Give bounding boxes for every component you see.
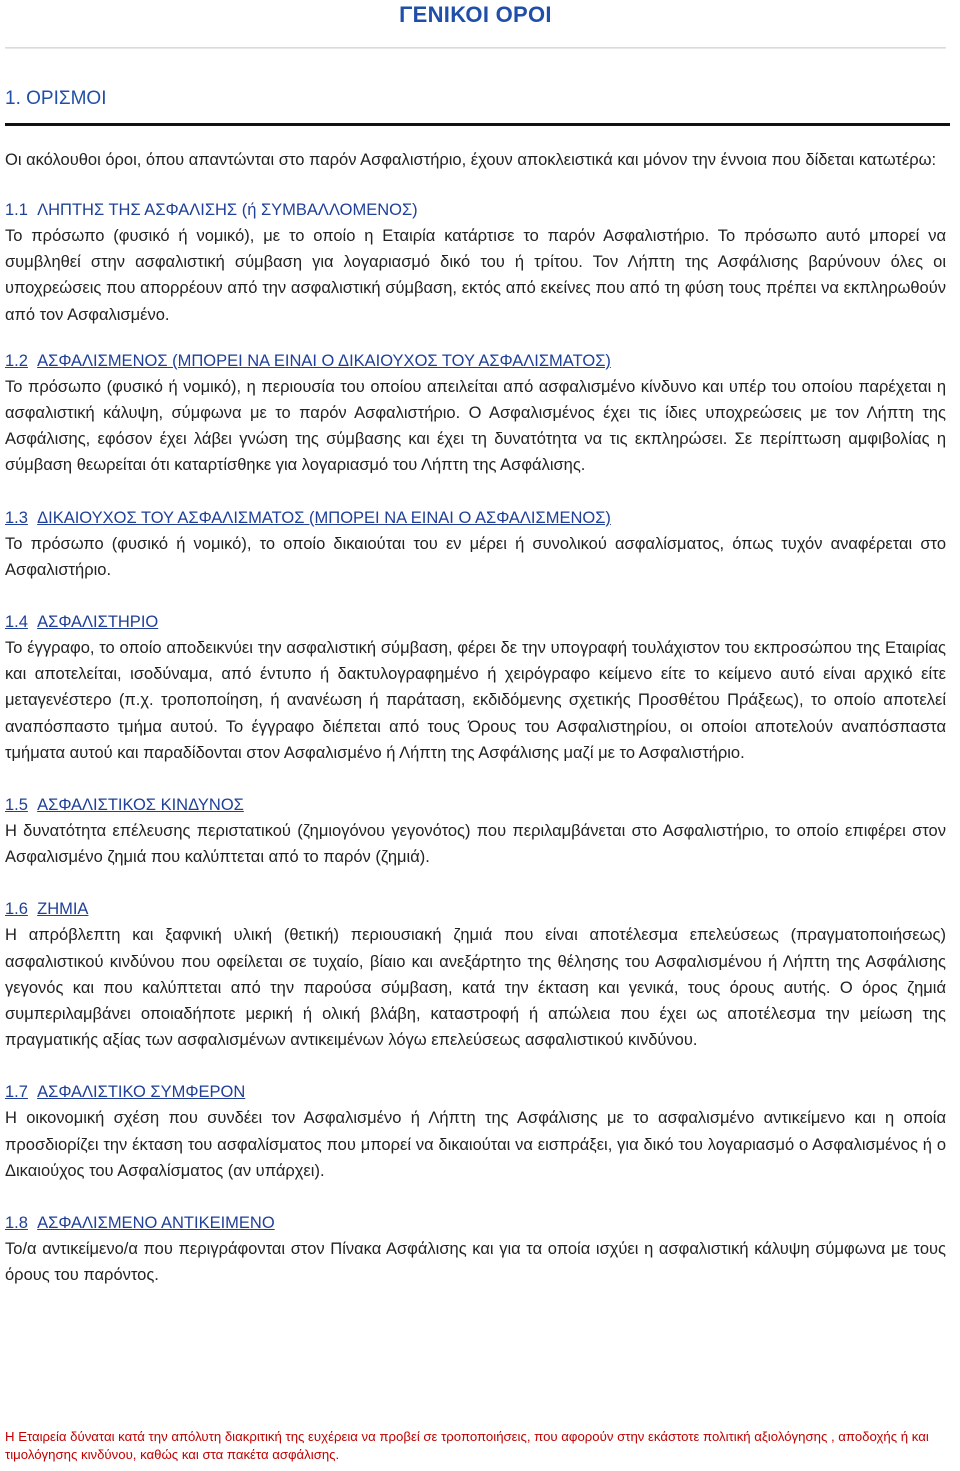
definition-number: 1.4 [5,613,28,632]
definition-1-1 [5,197,946,328]
definition-title [5,792,946,818]
definition-title [5,609,946,635]
definition-title [5,197,946,223]
definition-title [5,1210,946,1236]
definition-number: 1.8 [5,1214,28,1233]
definition-number: 1.5 [5,796,28,815]
definition-body: Το/α αντικείμενο/α που περιγράφονται στον Πίνακα Ασφάλισης και για τα οποία ισχύει η ασφαλιστική κάλυψη σύμφωνα με τους όρους του παρόντος. [5,1240,946,1285]
definition-1-6 [5,896,946,1053]
definition-title [5,896,946,922]
section-intro: Οι ακόλουθοι όροι, όπου απαντώνται στο παρόν Ασφαλιστήριο, έχουν αποκλειστικά και μόνον την έννοια που δίδεται κατωτέρω: [5,151,937,169]
definition-body: Η απρόβλεπτη και ξαφνική υλική (θετική) περιουσιακή ζημιά που είναι αποτέλεσμα επελεύσεως (πραγματοποιήσεως) ασφαλιστικού κινδύνου που οφείλεται σε τυχαίο, βίαιο και ανεξάρτητο της θέλησης του Ασφαλισμένου ή Λήπτη της Ασφάλισης γεγονός και που καλύπτεται από την παρούσα σύμβαση, κατά την έκταση και γενικά, τους όρους αυτής. Ο όρος ζημιά συμπεριλαμβάνει οποιαδήποτε μερική ή ολική βλάβη, καταστροφή ή απώλεια που έχει ως αποτέλεσμα την μείωση της πραγματικής αξίας των ασφαλισμένων αντικειμένων λόγω επελεύσεως ασφαλιστικού κινδύνου. [5,926,946,1050]
section-divider [5,123,950,126]
page-title: ΓΕΝΙΚΟΙ ΟΡΟΙ [399,2,552,27]
definition-body: Το πρόσωπο (φυσικό ή νομικό), με το οποίο η Εταιρία κατάρτισε το παρόν Ασφαλιστήριο. Το πρόσωπο αυτό μπορεί να συμβληθεί στην ασφαλιστική σύμβαση για λογαριασμό δικό του ή τρίτου. Τον Λήπτη της Ασφάλισης βαρύνουν όλες οι υποχρεώσεις που απορρέουν από την ασφαλιστική σύμβαση, εκτός από εκείνες που από τη φύση τους πρέπει να εκπληρωθούν από τον Ασφαλισμένο. [5,227,946,324]
footer-disclaimer: Η Εταιρεία δύναται κατά την απόλυτη διακριτική της ευχέρεια να προβεί σε τροποποιήσεις, που αφορούν στην εκάστοτε πολιτική αξιολόγησης , αποδοχής ή και τιμολόγησης κινδύνου, καθώς και στα πακέτα ασφάλισης. [5,1429,929,1462]
definition-body: Το πρόσωπο (φυσικό ή νομικό), η περιουσία του οποίου απειλείται από ασφαλισμένο κίνδυνο και υπέρ του οποίου παρέχεται η ασφαλιστική κάλυψη, σύμφωνα με το παρόν Ασφαλιστήριο. Ο Ασφαλισμένος έχει τις ίδιες υποχρεώσεις με τον Λήπτη της Ασφάλισης, εφόσον έχει λάβει γνώση της σύμβασης και έχει τη δυνατότητα να τις εκπληρώσει. Σε περίπτωση αμφιβολίας η σύμβαση θεωρείται ότι καταρτίσθηκε για λογαριασμό του Λήπτη της Ασφάλισης. [5,377,946,475]
definition-body: Η δυνατότητα επέλευσης περιστατικού (ζημιογόνου γεγονότος) που περιλαμβάνεται στο Ασφαλιστήριο, το οποίο επιφέρει στον Ασφαλισμένο ζημιά που καλύπτεται από το παρόν (ζημιά). [5,822,946,867]
definition-body: Το πρόσωπο (φυσικό ή νομικό), το οποίο δικαιούται του εν μέρει ή συνολικού ασφαλίσματος, όπως τυχόν αναφέρεται στο Ασφαλιστήριο. [5,534,946,579]
definition-1-2 [5,348,946,479]
definition-body: Η οικονομική σχέση που συνδέει τον Ασφαλισμένο ή Λήπτη της Ασφάλισης με το ασφαλισμένο αντικείμενο και η οποία προσδιορίζει την έκταση του ασφαλίσματος που μπορεί να δικαιούται να εισπράξει, για δικό του λογαριασμό ο Ασφαλισμένος ή ο Δικαιούχος του Ασφαλίσματος (αν υπάρχει). [5,1109,946,1180]
definition-title [5,348,946,374]
definition-1-3 [5,505,946,583]
definition-number: 1.7 [5,1083,28,1102]
definition-heading: ΑΣΦΑΛΙΣΜΕΝΟΣ (ΜΠΟΡΕΙ ΝΑ ΕΙΝΑΙ Ο ΔΙΚΑΙΟΥΧΟΣ ΤΟΥ ΑΣΦΑΛΙΣΜΑΤΟΣ) [37,351,611,370]
definition-title [5,505,946,531]
definition-number: 1.6 [5,900,28,919]
definition-heading: ΛΗΠΤΗΣ ΤΗΣ ΑΣΦΑΛΙΣΗΣ (ή ΣΥΜΒΑΛΛΟΜΕΝΟΣ) [37,201,418,219]
definition-number: 1.3 [5,508,28,527]
section-heading: 1. ΟΡΙΣΜΟΙ [5,88,107,109]
definition-1-7 [5,1079,946,1184]
definition-title [5,1079,946,1105]
definition-number: 1.1 [5,201,28,219]
definition-heading: ΔΙΚΑΙΟΥΧΟΣ ΤΟΥ ΑΣΦΑΛΙΣΜΑΤΟΣ (ΜΠΟΡΕΙ ΝΑ ΕΙΝΑΙ Ο ΑΣΦΑΛΙΣΜΕΝΟΣ) [37,508,611,527]
definition-heading: ΖΗΜΙΑ [37,900,89,919]
definition-body: Το έγγραφο, το οποίο αποδεικνύει την ασφαλιστική σύμβαση, φέρει δε την υπογραφή τουλάχιστον του εκπροσώπου της Εταιρίας και αποτελείται, ισοδύναμα, από έντυπο ή δακτυλογραφημένο ή χειρόγραφο κείμενο είτε το κείμενο αυτό είναι αρχικό είτε μεταγενέστερο (π.χ. τροποποίηση, ή ανανέωση ή παράταση, εκδιδόμενης σχετικής Προσθέτου Πράξεως), το οποίο αποτελεί αναπόσπαστο τμήμα αυτού. Το έγγραφο διέπεται από τους Όρους του Ασφαλιστηρίου, οι οποίοι αποτελούν αναπόσπαστα τμήματα αυτού και παραδίδονται στον Ασφαλισμένο ή Λήπτη της Ασφάλισης μαζί με το Ασφαλιστήριο. [5,639,946,762]
definition-1-5 [5,792,946,870]
definition-heading: ΑΣΦΑΛΙΣΤΙΚΟΣ ΚΙΝΔΥΝΟΣ [37,796,244,815]
definition-heading: ΑΣΦΑΛΙΣΤΙΚΟ ΣΥΜΦΕΡΟΝ [37,1083,246,1102]
definition-1-8 [5,1210,946,1288]
definition-heading: ΑΣΦΑΛΙΣΜΕΝΟ ΑΝΤΙΚΕΙΜΕΝΟ [37,1214,275,1233]
title-divider [5,47,946,49]
definition-1-4 [5,609,946,766]
definition-heading: ΑΣΦΑΛΙΣΤΗΡΙΟ [37,613,159,632]
definition-number: 1.2 [5,351,28,370]
